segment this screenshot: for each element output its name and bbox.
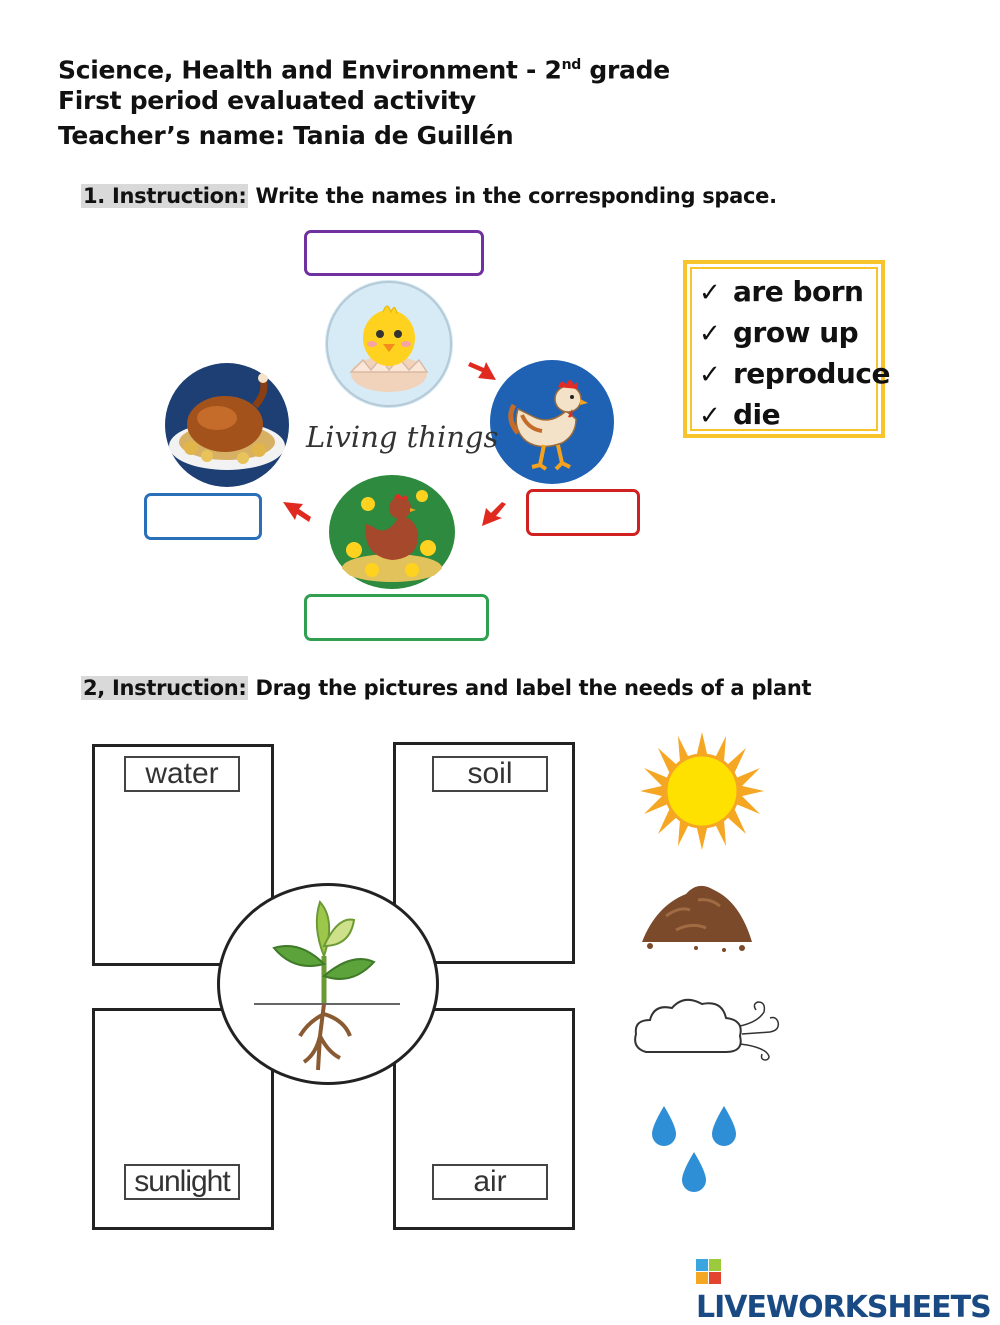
plant-icon xyxy=(217,883,439,1085)
label-sunlight: sunlight xyxy=(124,1164,240,1200)
soil-pile-icon[interactable] xyxy=(636,876,756,952)
label-water: water xyxy=(124,756,240,792)
rooster-icon xyxy=(488,359,616,485)
instruction-1: 1. Instruction: Write the names in the corresponding space. xyxy=(83,184,777,208)
worksheet-subtitle: First period evaluated activity xyxy=(58,86,476,115)
teacher-name: Teacher’s name: Tania de Guillén xyxy=(58,121,514,150)
answer-box-are-born[interactable] xyxy=(304,230,484,276)
label-air: air xyxy=(432,1164,548,1200)
logo-icon xyxy=(696,1259,722,1285)
label-soil: soil xyxy=(432,756,548,792)
arrow-icon xyxy=(283,500,311,526)
arrow-icon xyxy=(468,358,498,384)
hen-with-chicks-icon xyxy=(328,474,456,590)
liveworksheets-logo: LIVEWORKSHEETS xyxy=(696,1255,1000,1325)
water-drops-icon[interactable] xyxy=(646,1102,746,1202)
roast-chicken-icon xyxy=(163,362,291,489)
wind-cloud-icon[interactable] xyxy=(632,990,782,1062)
instruction-2: 2, Instruction: Drag the pictures and label the needs of a plant xyxy=(83,676,812,700)
arrow-icon xyxy=(480,502,508,528)
answer-box-grow-up[interactable] xyxy=(526,489,640,536)
hatching-chick-icon xyxy=(325,280,453,408)
answer-box-reproduce[interactable] xyxy=(304,594,489,641)
worksheet-title: Science, Health and Environment - 2nd grade xyxy=(58,55,670,85)
living-things-label: Living things xyxy=(306,420,499,454)
word-bank-item: ✓ reproduce xyxy=(699,357,890,390)
answer-box-die[interactable] xyxy=(144,493,262,540)
word-bank-item: ✓ die xyxy=(699,398,781,431)
word-bank xyxy=(683,260,890,438)
sun-icon[interactable] xyxy=(640,732,764,850)
word-bank-item: ✓ are born xyxy=(699,275,864,308)
word-bank-item: ✓ grow up xyxy=(699,316,859,349)
